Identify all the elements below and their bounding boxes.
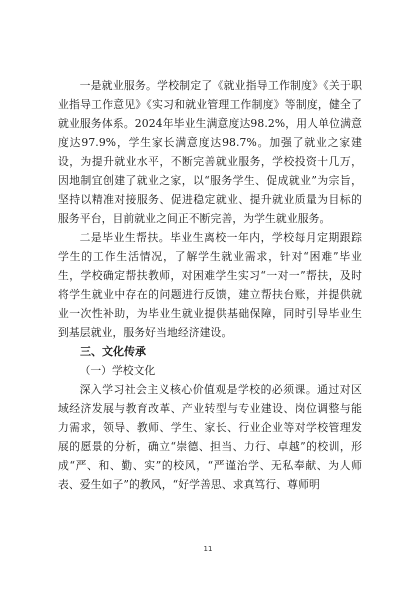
paragraph-graduate-assistance: 二是毕业生帮扶。毕业生离校一年内，学校每月定期跟踪学生的工作生活情况，了解学生就业需求，针对“困难”毕业生，学校确定帮扶教师，对困难学生实习“一对一”帮扶，及时将学生就业中存在的问题进行反馈，建立帮扶台账，并提供就业一次性补助，为毕业生就业提供基础保障，同时引导毕业生到基层就业，服务好当地经济建设。: [58, 231, 362, 339]
section-heading-culture: 三、文化传承: [80, 345, 146, 358]
page-number: 11: [203, 545, 213, 553]
paragraph-employment-service: 一是就业服务。学校制定了《就业指导工作制度》《关于职业指导工作意见》《实习和就业管理工作制度》等制度，健全了就业服务体系。2024年毕业生满意度达98.2%，用人单位满意度达97.9%，学生家长满意度达98.7%。加强了就业之家建设，为提升就业水平，不断完善就业服务，学校投资十几万，因地制宜创建了就业之家，以“服务学生、促成就业”为宗旨，坚持以精准对接服务、促进稳定就业、提升就业质量为目标的服务平台，目前就业之间正不断完善，为学生就业服务。: [58, 79, 362, 225]
subsection-heading-school-culture: （一）学校文化: [79, 364, 156, 377]
document-body: [58, 76, 362, 494]
paragraph-core-values: 深入学习社会主义核心价值观是学校的必须课。通过对区域经济发展与教育改革、产业转型与专业建设、岗位调整与能力需求，领导、教师、学生、家长、行业企业等对学校管理发展的愿景的分析，确立“崇德、担当、力行、卓越”的校训，形成“严、和、勤、实”的校风，“严谨治学、无私奉献、为人师表、爱生如子”的教风，“好学善思、求真笃行、尊师明: [58, 383, 362, 491]
